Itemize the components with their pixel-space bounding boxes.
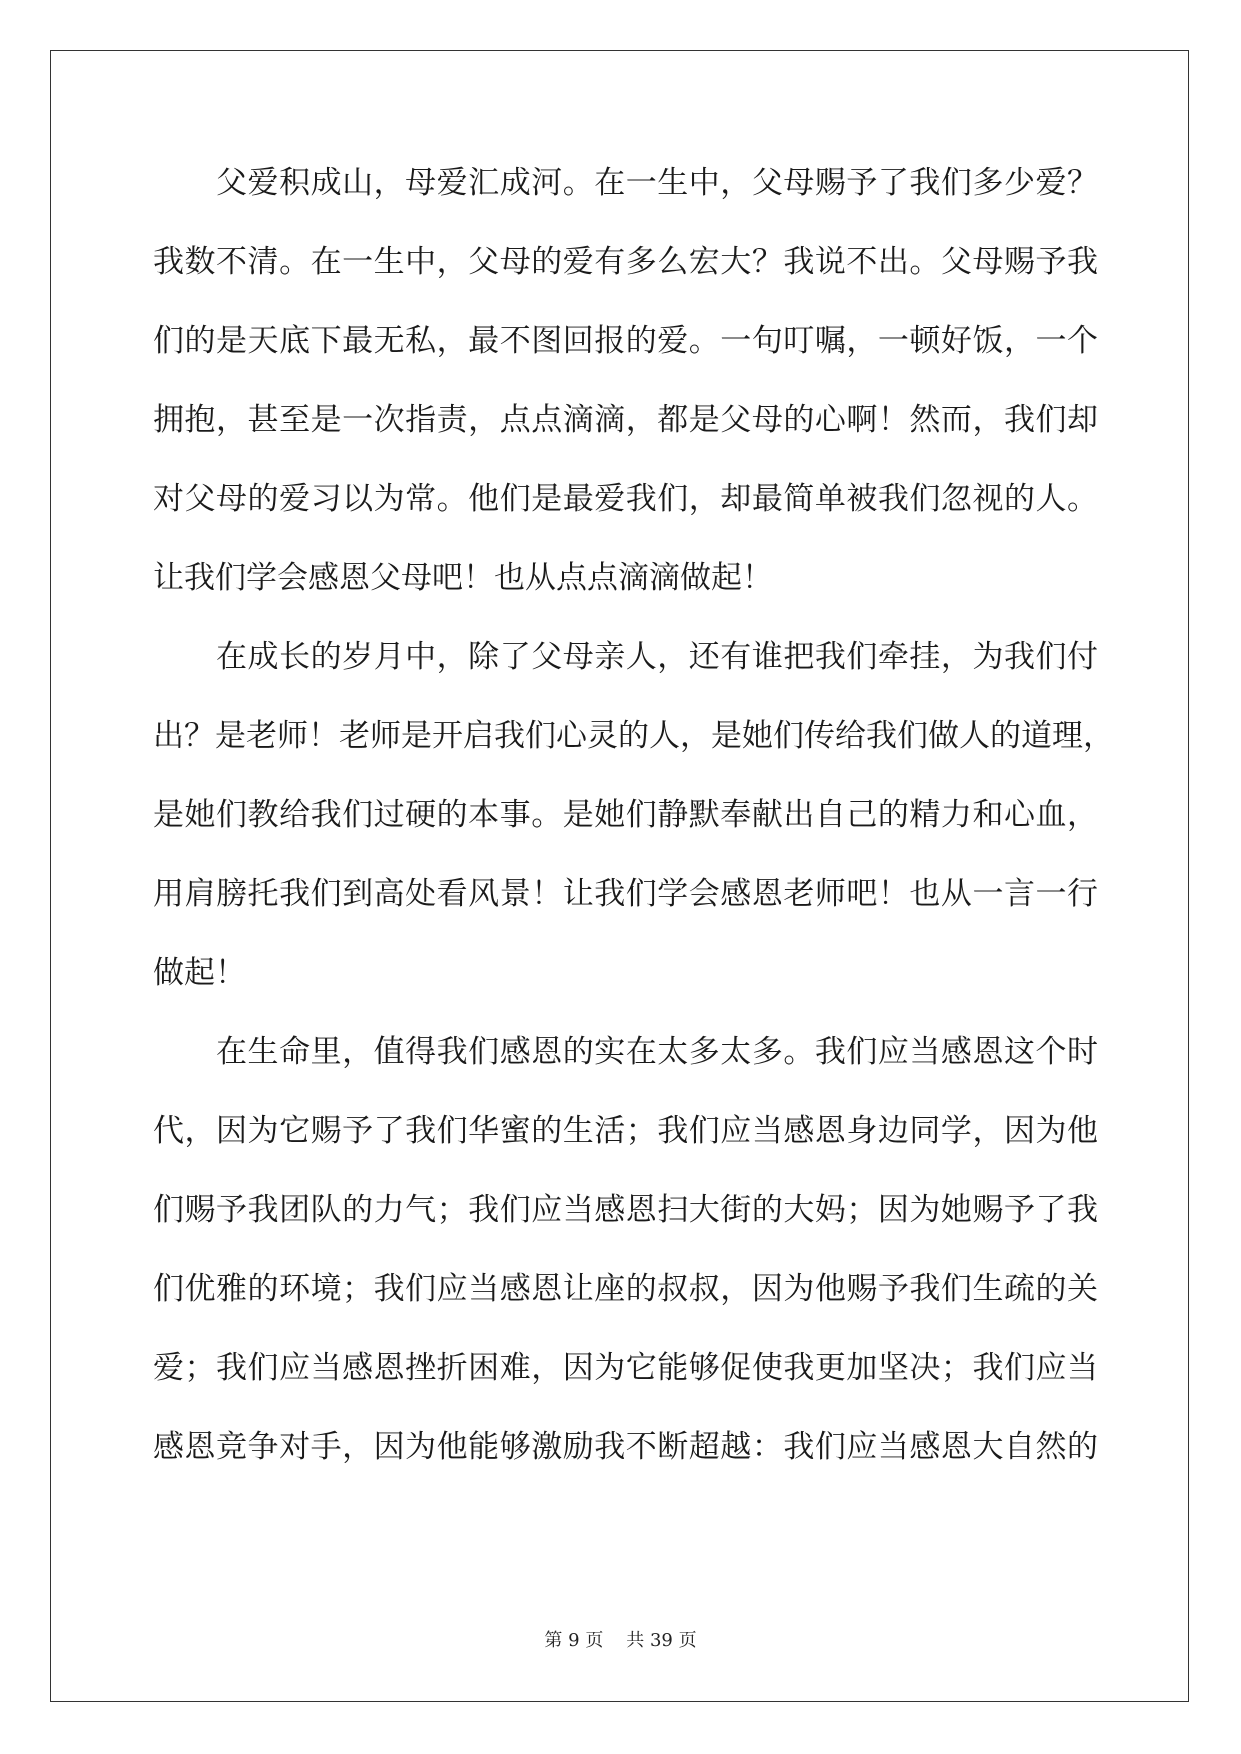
text-line: 父爱积成山，母爱汇成河。在一生中，父母赐予了我们多少爱？ [153, 165, 1098, 201]
page-number: 第 9 页 [544, 1630, 604, 1651]
text-line: 让我们学会感恩父母吧！也从点点滴滴做起！ [153, 560, 773, 596]
text-line: 出？是老师！老师是开启我们心灵的人，是她们传给我们做人的道理， [153, 718, 1114, 754]
text-line: 做起！ [153, 955, 246, 991]
document-body [153, 163, 1114, 1506]
text-line: 在成长的岁月中，除了父母亲人，还有谁把我们牵挂，为我们付 [153, 639, 1098, 675]
text-line: 们优雅的环境；我们应当感恩让座的叔叔，因为他赐予我们生疏的关 [153, 1271, 1098, 1307]
text-line: 代，因为它赐予了我们华蜜的生活；我们应当感恩身边同学，因为他 [153, 1113, 1098, 1149]
text-line: 们的是天底下最无私，最不图回报的爱。一句叮嘱，一顿好饭，一个 [153, 323, 1098, 359]
text-line: 们赐予我团队的力气；我们应当感恩扫大街的大妈；因为她赐予了我 [153, 1192, 1098, 1228]
text-line: 爱；我们应当感恩挫折困难，因为它能够促使我更加坚决；我们应当 [153, 1350, 1098, 1386]
paragraph-1 [153, 163, 1098, 637]
text-line: 拥抱，甚至是一次指责，点点滴滴，都是父母的心啊！然而，我们却 [153, 402, 1098, 438]
text-line: 是她们教给我们过硬的本事。是她们静默奉献出自己的精力和心血， [153, 797, 1098, 833]
footer-spacer [603, 1630, 626, 1651]
total-pages: 共 39 页 [626, 1630, 697, 1651]
paragraph-2 [153, 637, 1114, 1032]
text-line: 我数不清。在一生中，父母的爱有多么宏大？我说不出。父母赐予我 [153, 244, 1098, 280]
text-line: 用肩膀托我们到高处看风景！让我们学会感恩老师吧！也从一言一行 [153, 876, 1098, 912]
text-line: 在生命里，值得我们感恩的实在太多太多。我们应当感恩这个时 [153, 1034, 1098, 1070]
paragraph-3 [153, 1032, 1098, 1506]
text-line: 感恩竞争对手，因为他能够激励我不断超越：我们应当感恩大自然的 [153, 1429, 1098, 1465]
text-line: 对父母的爱习以为常。他们是最爱我们，却最简单被我们忽视的人。 [153, 481, 1098, 517]
page-footer [0, 1626, 1241, 1652]
